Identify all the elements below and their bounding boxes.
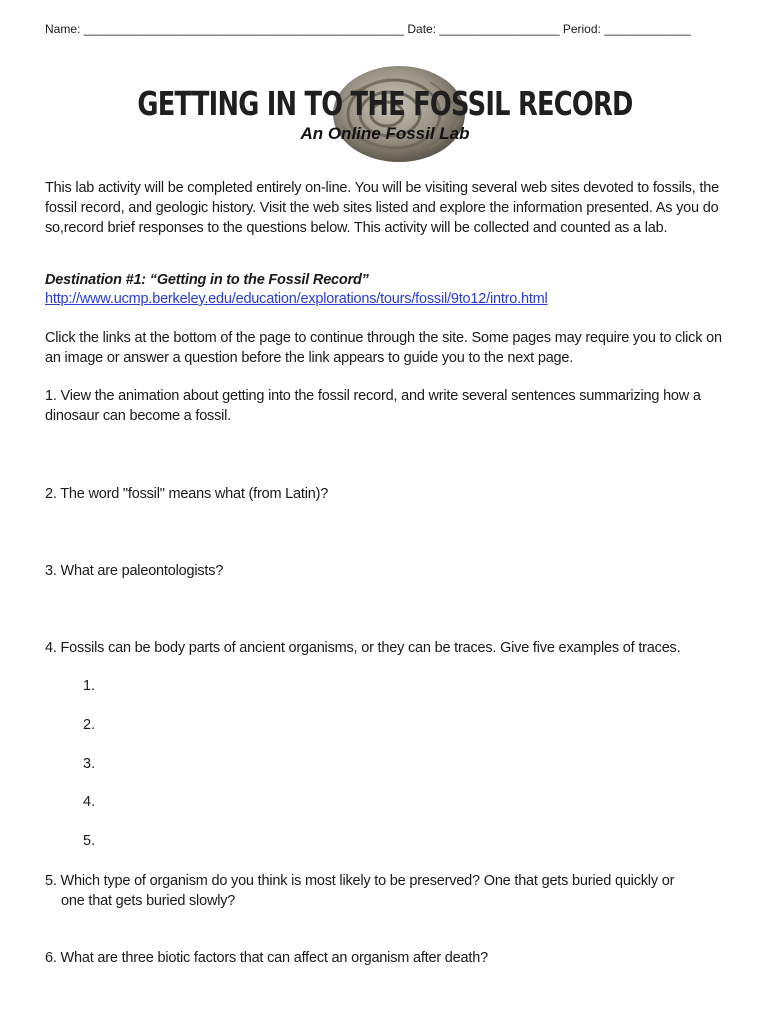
question-1: 1. View the animation about getting into the fossil record, and write several sentences summarizing how a dinosaur can become a fossil. — [45, 388, 701, 424]
trace-item-1: 1. — [83, 678, 96, 694]
title-block — [0, 62, 770, 152]
destination-title: Destination #1: “Getting in to the Fossil Record” — [45, 272, 369, 288]
name-date-period-line: Name: ________________________________________________ Date: __________________ Period: _____________ — [45, 22, 691, 36]
question-5 — [45, 871, 725, 911]
trace-item-5: 5. — [83, 833, 96, 849]
page-subtitle: An Online Fossil Lab — [300, 124, 470, 143]
question-5-line-1: 5. Which type of organism do you think is most likely to be preserved? One that gets buried quickly or — [45, 873, 675, 889]
question-6: 6. What are three biotic factors that can affect an organism after death? — [45, 950, 488, 966]
instructions-paragraph: Click the links at the bottom of the page to continue through the site. Some pages may require you to click on an image or answer a question before the link appears to guide you to the next page. — [45, 330, 722, 366]
intro-paragraph: This lab activity will be completed entirely on-line. You will be visiting several web sites devoted to fossils, the fossil record, and geologic history. Visit the web sites listed and explore the information presented. As you do so,record brief responses to the questions below. This activity will be collected and counted as a lab. — [45, 180, 719, 236]
question-4: 4. Fossils can be body parts of ancient organisms, or they can be traces. Give five examples of traces. — [45, 640, 681, 656]
trace-item-2: 2. — [83, 717, 96, 733]
trace-item-4: 4. — [83, 794, 96, 810]
question-5-line-2: one that gets buried slowly? — [61, 893, 236, 909]
page-title: GETTING IN TO THE FOSSIL RECORD — [137, 84, 633, 123]
question-2: 2. The word "fossil" means what (from Latin)? — [45, 486, 329, 502]
trace-item-3: 3. — [83, 756, 96, 772]
question-3: 3. What are paleontologists? — [45, 563, 224, 579]
destination-link[interactable]: http://www.ucmp.berkeley.edu/education/explorations/tours/fossil/9to12/intro.html — [45, 291, 548, 307]
